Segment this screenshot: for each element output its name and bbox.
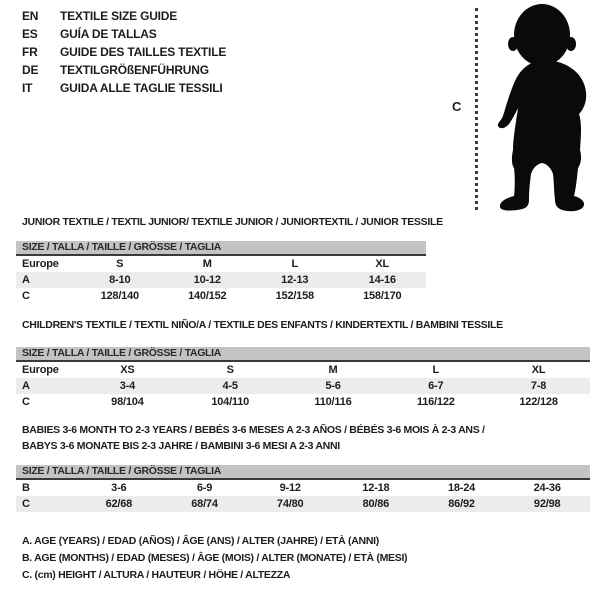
language-label: GUIDE DES TAILLES TEXTILE: [60, 45, 227, 59]
row-label: C: [22, 396, 30, 408]
baby-silhouette-icon: [486, 2, 600, 214]
table-cell: 6-7: [428, 380, 444, 392]
table-cell: 3-4: [119, 380, 136, 392]
table-cell: 5-6: [325, 380, 341, 392]
babies-size-table: [16, 465, 590, 512]
language-code: EN: [22, 9, 39, 23]
row-label: B: [22, 482, 30, 494]
table-row-height: [16, 496, 590, 512]
footnote-height: C. (cm) HEIGHT / ALTURA / HAUTEUR / HÖHE / ALTEZZA: [22, 569, 291, 581]
size-header-bar: SIZE / TALLA / TAILLE / GRÖSSE / TAGLIA: [16, 241, 426, 256]
language-code: ES: [22, 27, 38, 41]
language-label: GUÍA DE TALLAS: [60, 27, 157, 41]
footnote-age-years: A. AGE (YEARS) / EDAD (AÑOS) / ÂGE (ANS) / ALTER (JAHRE) / ETÀ (ANNI): [22, 535, 379, 547]
table-cell: L: [432, 364, 440, 376]
language-row-it: [22, 79, 226, 97]
table-cell: 3-6: [111, 482, 127, 494]
table-cell: M: [202, 258, 212, 270]
children-section-title: CHILDREN'S TEXTILE / TEXTIL NIÑO/A / TEXTILE DES ENFANTS / KINDERTEXTIL / BAMBINI TESSILE: [22, 319, 503, 331]
language-label: GUIDA ALLE TAGLIE TESSILI: [60, 81, 223, 95]
row-label: Europe: [22, 364, 59, 376]
row-label: Europe: [22, 258, 59, 270]
language-code: DE: [22, 63, 39, 77]
table-cell: 98/104: [111, 396, 144, 408]
row-label: C: [22, 290, 30, 302]
language-row-es: [22, 25, 226, 43]
language-row-de: [22, 61, 226, 79]
language-list: [22, 7, 226, 97]
table-cell: XS: [120, 364, 135, 376]
table-cell: 128/140: [100, 290, 139, 302]
language-label: TEXTILGRÖßENFÜHRUNG: [60, 63, 209, 77]
table-cell: L: [291, 258, 299, 270]
table-row-europe: [16, 362, 590, 378]
table-row-height: [16, 394, 590, 410]
table-row-height: [16, 288, 426, 304]
table-cell: 9-12: [279, 482, 301, 494]
table-cell: 140/152: [188, 290, 227, 302]
table-cell: 24-36: [533, 482, 561, 494]
table-row-months: [16, 480, 590, 496]
language-label: TEXTILE SIZE GUIDE: [60, 9, 178, 23]
babies-section-title-line1: BABIES 3-6 MONTH TO 2-3 YEARS / BEBÉS 3-6 MESES A 2-3 AÑOS / BÉBÉS 3-6 MOIS À 2-3 ANS /: [22, 424, 485, 436]
table-cell: 14-16: [368, 274, 396, 286]
height-measure-label: C: [452, 99, 462, 114]
baby-height-figure: [440, 0, 600, 215]
table-cell: S: [226, 364, 234, 376]
table-cell: M: [328, 364, 338, 376]
language-code: FR: [22, 45, 38, 59]
language-row-fr: [22, 43, 226, 61]
table-cell: 110/116: [314, 396, 352, 408]
row-label: A: [22, 274, 30, 286]
table-cell: 92/98: [533, 498, 561, 510]
table-cell: 8-10: [109, 274, 131, 286]
footnote-age-months: B. AGE (MONTHS) / EDAD (MESES) / ÂGE (MOIS) / ALTER (MONATE) / ETÀ (MESI): [22, 552, 408, 564]
table-cell: 80/86: [362, 498, 390, 510]
size-header-bar: SIZE / TALLA / TAILLE / GRÖSSE / TAGLIA: [16, 465, 590, 480]
table-cell: 152/158: [275, 290, 314, 302]
height-measure-dotted-line: [475, 8, 478, 210]
table-cell: 158/170: [363, 290, 402, 302]
language-code: IT: [22, 81, 33, 95]
table-cell: 104/110: [211, 396, 250, 408]
footnote-legend: [22, 533, 407, 584]
table-cell: 122/128: [519, 396, 558, 408]
table-cell: 74/80: [276, 498, 304, 510]
table-cell: 4-5: [222, 380, 238, 392]
table-cell: 68/74: [191, 498, 218, 510]
babies-section-title-line2: BABYS 3-6 MONATE BIS 2-3 JAHRE / BAMBINI 3-6 MESI A 2-3 ANNI: [22, 440, 340, 452]
table-cell: 116/122: [416, 396, 455, 408]
row-label: C: [22, 498, 30, 510]
table-cell: 18-24: [447, 482, 476, 494]
row-label: A: [22, 380, 30, 392]
junior-section-title: JUNIOR TEXTILE / TEXTIL JUNIOR/ TEXTILE JUNIOR / JUNIORTEXTIL / JUNIOR TESSILE: [22, 216, 443, 228]
size-header-bar: SIZE / TALLA / TAILLE / GRÖSSE / TAGLIA: [16, 347, 590, 362]
table-cell: 12-18: [362, 482, 390, 494]
table-cell: 6-9: [196, 482, 213, 494]
junior-size-table: [16, 241, 426, 304]
language-row-en: [22, 7, 226, 25]
table-cell: 86/92: [448, 498, 475, 510]
table-cell: S: [116, 258, 124, 270]
table-row-europe: [16, 256, 426, 272]
table-cell: 7-8: [530, 380, 547, 392]
table-cell: XL: [531, 364, 546, 376]
table-cell: 10-12: [193, 274, 221, 286]
children-size-table: [16, 347, 590, 410]
table-cell: 62/68: [105, 498, 133, 510]
table-cell: XL: [375, 258, 390, 270]
table-row-age: [16, 378, 590, 394]
table-row-age: [16, 272, 426, 288]
table-cell: 12-13: [281, 274, 309, 286]
